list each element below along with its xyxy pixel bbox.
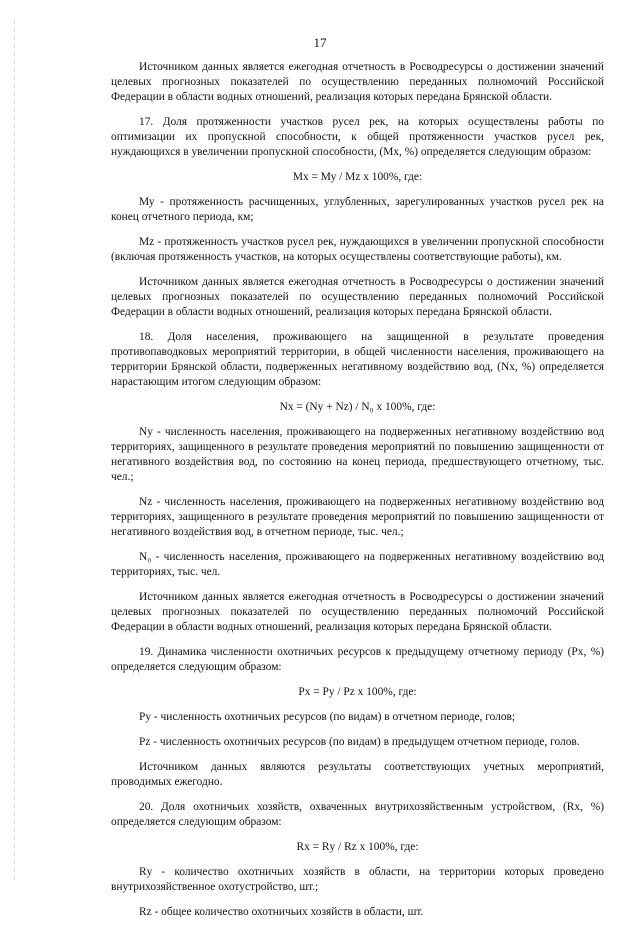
paragraph-rz-definition: Rz - общее количество охотничьих хозяйств в области, шт. xyxy=(139,906,424,918)
formula-px: Рх = Ру / Рz х 100%, где: xyxy=(298,686,417,698)
paragraph-nz-definition: Nz - численность населения, проживающего на подверженных негативному воздействию вод территориях, защищенного в результате проведения мероприятий по повышению защищенности от негативного воздействия вод, в отчетном периоде, тыс. чел.; xyxy=(111,496,604,538)
document-body xyxy=(111,60,604,930)
paragraph-item-18: 18. Доля населения, проживающего на защищенной в результате проведения противопаводковых мероприятий территории, в общей численности населения, проживающего на территории Брянской области, подверженных негативному воздействию вод, (Nх, %) определяется нарастающим итогом следующим образом: xyxy=(111,331,604,388)
paragraph-pz-definition: Рz - численность охотничьих ресурсов (по видам) в предыдущем отчетном периоде, голов. xyxy=(139,736,580,748)
paragraph-mz-definition: Мz - протяженность участков русел рек, нуждающихся в увеличении пропускной способности (включая протяженность участков, на которых осуществлены соответствующие работы), км. xyxy=(111,236,604,263)
paragraph-data-source: Источником данных являются результаты соответствующих учетных мероприятий, проводимых ежегодно. xyxy=(111,761,604,788)
paragraph-data-source: Источником данных является ежегодная отчетность в Росводресурсы о достижении значений целевых прогнозных показателей по осуществлению переданных полномочий Российской Федерации в области водных отношений, реализация которых передана Брянской области. xyxy=(111,61,604,103)
formula-mx: Мх = Му / Мz х 100%, где: xyxy=(292,171,423,183)
paragraph-n0-definition: N₀ - численность населения, проживающего на подверженных негативному воздействию вод территориях, тыс. чел. xyxy=(111,551,604,578)
paragraph-ry-definition: Rу - количество охотничьих хозяйств в области, на территории которых проведено внутрихозяйственное охотустройство, шт.; xyxy=(111,866,604,893)
paragraph-item-19: 19. Динамика численности охотничьих ресурсов к предыдущему отчетному периоду (Рх, %) определяется следующим образом: xyxy=(111,646,604,673)
binding-margin-line xyxy=(14,20,15,880)
paragraph-item-17: 17. Доля протяженности участков русел рек, на которых осуществлены работы по оптимизации их пропускной способности, к общей протяженности участков русел рек, нуждающихся в увеличении пропускной способности, (Мх, %) определяется следующим образом: xyxy=(111,116,604,158)
paragraph-ny-definition: Nу - численность населения, проживающего на подверженных негативному воздействию вод территориях, защищенного в результате проведения мероприятий по повышению защищенности от негативного воздействия вод, по состоянию на конец периода, предшествующего отчетному, тыс. чел.; xyxy=(111,426,604,483)
paragraph-my-definition: Му - протяженность расчищенных, углубленных, зарегулированных участков русел рек на конец отчетного периода, км; xyxy=(111,196,604,223)
paragraph-data-source: Источником данных является ежегодная отчетность в Росводресурсы о достижении значений целевых прогнозных показателей по осуществлению переданных полномочий Российской Федерации в области водных отношений, реализация которых передана Брянской области. xyxy=(111,591,604,633)
paragraph-data-source: Источником данных является ежегодная отчетность в Росводресурсы о достижении значений целевых прогнозных показателей по осуществлению переданных полномочий Российской Федерации в области водных отношений, реализация которых передана Брянской области. xyxy=(111,276,604,318)
page-number: 17 xyxy=(313,35,327,50)
paragraph-item-20: 20. Доля охотничьих хозяйств, охваченных внутрихозяйственным устройством, (Rх, %) определяется следующим образом: xyxy=(111,801,604,828)
formula-nx: Nх = (Nу + Nz) / N₀ х 100%, где: xyxy=(279,401,436,413)
formula-rx: Rх = Rу / Rz х 100%, где: xyxy=(296,841,419,853)
paragraph-py-definition: Ру - численность охотничьих ресурсов (по видам) в отчетном периоде, голов; xyxy=(139,711,516,723)
